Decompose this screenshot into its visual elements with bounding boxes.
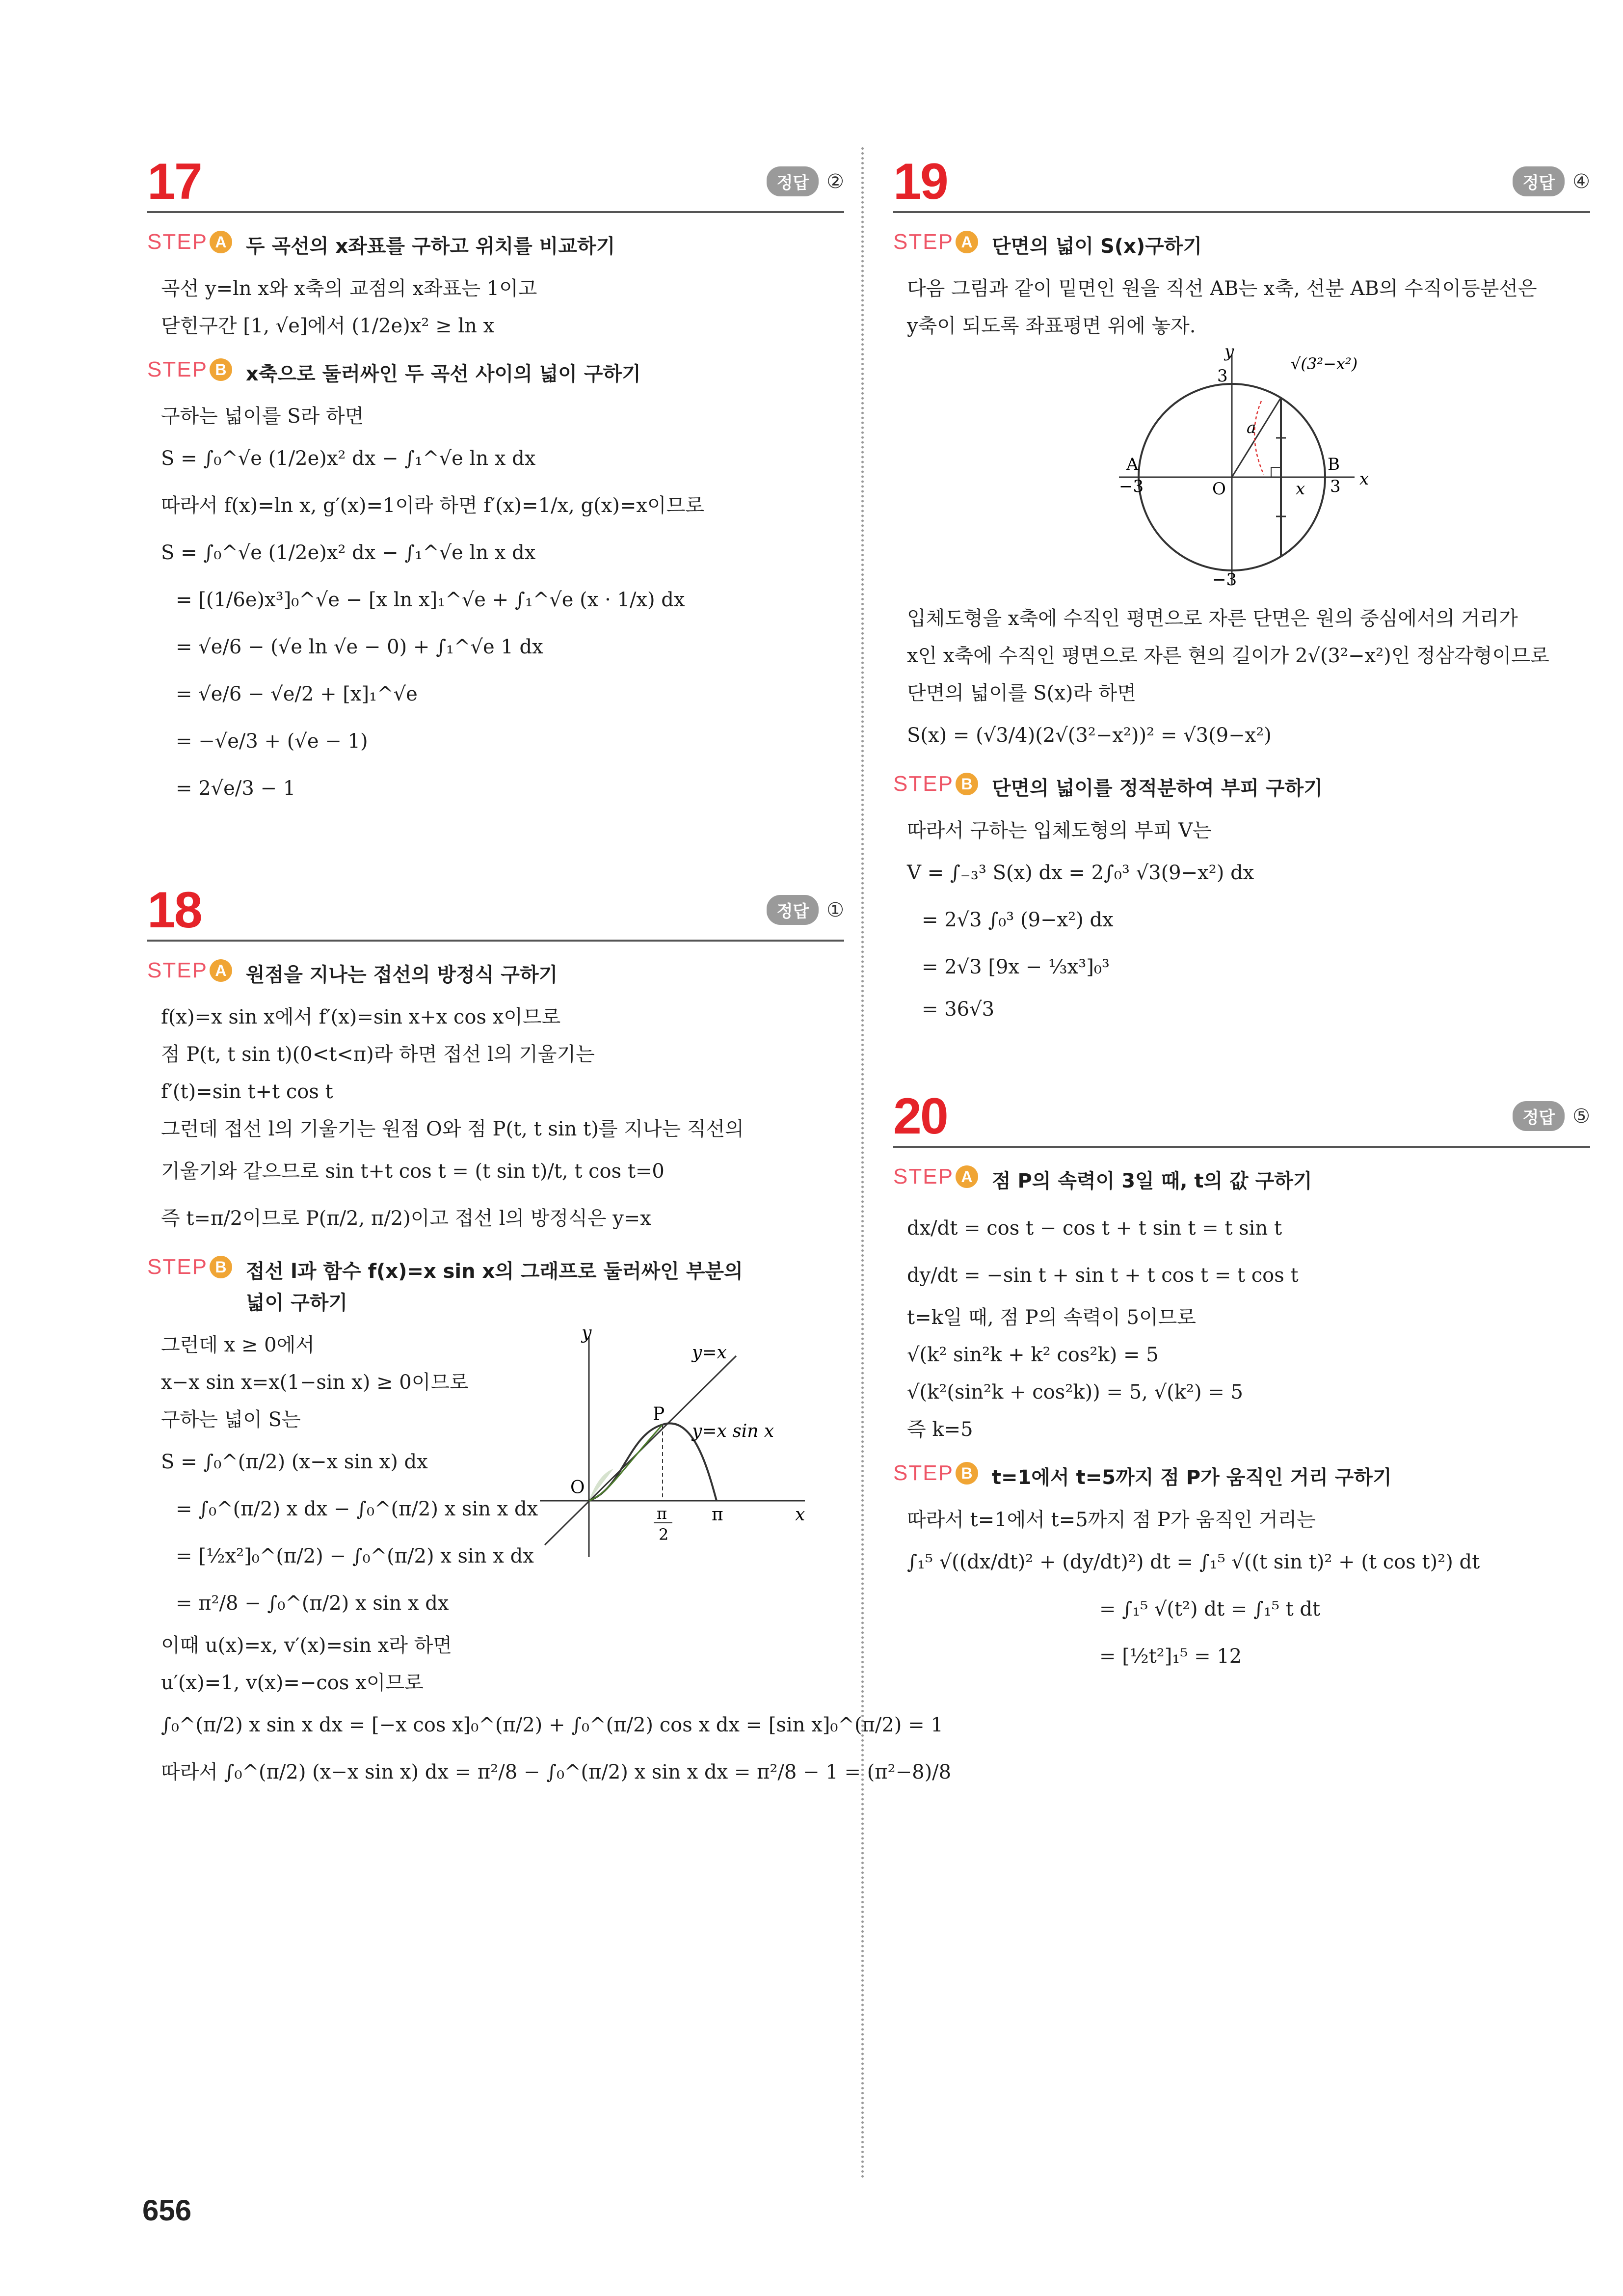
equation-line: = 2√3 ∫₀³ (9−x²) dx bbox=[922, 909, 1114, 931]
equation-line: dx/dt = cos t − cos t + t sin t = t sin t bbox=[907, 1217, 1282, 1240]
problem-header bbox=[893, 137, 1590, 213]
y-label: y bbox=[582, 1326, 592, 1343]
equation-line: = [½t²]₁⁵ = 12 bbox=[1099, 1645, 1242, 1668]
problem-header bbox=[147, 137, 844, 213]
solution-line: 즉 k=5 bbox=[907, 1418, 973, 1441]
origin-label: O bbox=[1212, 479, 1226, 499]
y-label: y bbox=[1224, 345, 1234, 361]
problem-number: 18 bbox=[147, 882, 201, 939]
solution-line: y축이 되도록 좌표평면 위에 놓자. bbox=[907, 315, 1196, 337]
step-title: 원점을 지나는 접선의 방정식 구하기 bbox=[245, 964, 558, 986]
problem-header bbox=[147, 866, 844, 942]
solution-line: f′(t)=sin t+t cos t bbox=[161, 1080, 333, 1103]
equation-line: = [½x²]₀^(π/2) − ∫₀^(π/2) x sin x dx bbox=[176, 1545, 534, 1567]
solution-line: 구하는 넓이를 S라 하면 bbox=[161, 405, 364, 428]
step-a-heading bbox=[893, 1165, 1590, 1197]
solution-line: 곡선 y=ln x와 x축의 교점의 x좌표는 1이고 bbox=[161, 277, 537, 300]
equation-line: = π²/8 − ∫₀^(π/2) x sin x dx bbox=[176, 1592, 449, 1615]
answer-badge: 정답 bbox=[1513, 1101, 1565, 1131]
pi-half-numerator: π bbox=[657, 1504, 667, 1523]
curve-label: y=x sin x bbox=[692, 1421, 774, 1441]
pi-label: π bbox=[712, 1505, 723, 1525]
step-title: x축으로 둘러싸인 두 곡선 사이의 넓이 구하기 bbox=[245, 363, 641, 385]
top-value: 3 bbox=[1217, 366, 1228, 386]
angle-label: a bbox=[1247, 418, 1256, 437]
point-b-value: 3 bbox=[1330, 477, 1341, 496]
page-number: 656 bbox=[142, 2194, 192, 2227]
point-a-label: A bbox=[1126, 455, 1139, 474]
step-title: 접선 l과 함수 f(x)=x sin x의 그래프로 둘러싸인 부분의 넓이 구하기 bbox=[245, 1260, 743, 1314]
solution-line: t=k일 때, 점 P의 속력이 5이므로 bbox=[907, 1306, 1196, 1329]
step-b-heading bbox=[893, 773, 1590, 804]
step-label: STEP A bbox=[147, 958, 232, 983]
solution-line: 구하는 넓이 S는 bbox=[161, 1408, 301, 1431]
step-title: 단면의 넓이를 정적분하여 부피 구하기 bbox=[991, 777, 1323, 800]
answer-badge: 정답 bbox=[1513, 166, 1565, 196]
solution-line: 그런데 x ≥ 0에서 bbox=[161, 1334, 315, 1356]
radius-line bbox=[1232, 398, 1281, 477]
right-angle-mark bbox=[1271, 467, 1281, 477]
solution-line: x−x sin x=x(1−sin x) ≥ 0이므로 bbox=[161, 1371, 469, 1394]
equation-line: = ∫₁⁵ √(t²) dt = ∫₁⁵ t dt bbox=[1099, 1598, 1321, 1621]
equation-line: dy/dt = −sin t + sin t + t cos t = t cos t bbox=[907, 1264, 1299, 1287]
problem-header bbox=[893, 1072, 1590, 1148]
solution-line: 이때 u(x)=x, v′(x)=sin x라 하면 bbox=[161, 1634, 452, 1657]
equation-line: = −√e/3 + (√e − 1) bbox=[176, 730, 368, 753]
step-title: 두 곡선의 x좌표를 구하고 위치를 비교하기 bbox=[245, 235, 615, 258]
step-title: 단면의 넓이 S(x)구하기 bbox=[991, 235, 1202, 258]
circle-figure bbox=[1099, 345, 1590, 600]
step-label: STEP A bbox=[893, 230, 978, 254]
equation-line: = ∫₀^(π/2) x dx − ∫₀^(π/2) x sin x dx bbox=[176, 1498, 538, 1520]
point-b-label: B bbox=[1328, 455, 1340, 474]
column-divider bbox=[861, 147, 864, 2180]
solution-line: 그런데 접선 l의 기울기는 원점 O와 점 P(t, t sin t)를 지나는 직선의 bbox=[161, 1118, 744, 1140]
equation-line: = √e/6 − (√e ln √e − 0) + ∫₁^√e 1 dx bbox=[176, 636, 543, 658]
answer-choice: ② bbox=[826, 170, 844, 193]
problem-number: 20 bbox=[893, 1088, 947, 1145]
chord-length-label: √(3²−x²) bbox=[1291, 354, 1358, 373]
answer-box bbox=[1513, 166, 1590, 196]
step-a-heading bbox=[147, 959, 844, 991]
answer-choice: ① bbox=[826, 898, 844, 921]
solution-line: 기울기와 같으므로 sin t+t cos t = (t sin t)/t, t cos t=0 bbox=[161, 1160, 665, 1183]
solution-line: x인 x축에 수직인 평면으로 자른 현의 길이가 2√(3²−x²)인 정삼각형이므로 bbox=[907, 645, 1549, 667]
step-b-heading bbox=[147, 1256, 844, 1319]
step-label: STEP A bbox=[147, 230, 232, 254]
answer-choice: ④ bbox=[1572, 170, 1590, 193]
step-label: STEP B bbox=[893, 1461, 978, 1486]
equation-line: √(k² sin²k + k² cos²k) = 5 bbox=[907, 1344, 1159, 1366]
equation-line: = 2√3 [9x − ⅓x³]₀³ bbox=[922, 956, 1110, 978]
step-b-heading bbox=[147, 358, 844, 390]
step-label: STEP B bbox=[147, 357, 232, 382]
bottom-value: −3 bbox=[1212, 570, 1237, 590]
step-title: 점 P의 속력이 3일 때, t의 값 구하기 bbox=[991, 1170, 1312, 1192]
equation-line: ∫₁⁵ √((dx/dt)² + (dy/dt)²) dt = ∫₁⁵ √((t sin t)² + (t cos t)²) dt bbox=[907, 1551, 1480, 1573]
solution-line: 따라서 f(x)=ln x, g′(x)=1이라 하면 f′(x)=1/x, g(x)=x이므로 bbox=[161, 494, 704, 517]
solution-line: 따라서 t=1에서 t=5까지 점 P가 움직인 거리는 bbox=[907, 1509, 1316, 1531]
equation-line: = 2√e/3 − 1 bbox=[176, 777, 296, 800]
equation-line: V = ∫₋₃³ S(x) dx = 2∫₀³ √3(9−x²) dx bbox=[907, 862, 1254, 884]
equation-line: = [(1/6e)x³]₀^√e − [x ln x]₁^√e + ∫₁^√e (x · 1/x) dx bbox=[176, 589, 685, 611]
problem-number: 17 bbox=[147, 153, 201, 210]
pi-half-denominator: 2 bbox=[659, 1525, 669, 1544]
problem-17 bbox=[147, 137, 844, 812]
step-label: STEP B bbox=[893, 772, 978, 796]
answer-box bbox=[767, 166, 844, 196]
problem-number: 19 bbox=[893, 153, 947, 210]
right-column bbox=[893, 137, 1590, 1680]
solution-line: 즉 t=π/2이므로 P(π/2, π/2)이고 접선 l의 방정식은 y=x bbox=[161, 1207, 651, 1230]
solution-line: 따라서 구하는 입체도형의 부피 V는 bbox=[907, 819, 1212, 842]
solution-line: u′(x)=1, v(x)=−cos x이므로 bbox=[161, 1672, 424, 1694]
equation-line: S = ∫₀^√e (1/2e)x² dx − ∫₁^√e ln x dx bbox=[161, 541, 536, 564]
origin-label: O bbox=[570, 1478, 585, 1498]
step-label: STEP B bbox=[147, 1255, 232, 1279]
answer-choice: ⑤ bbox=[1572, 1105, 1590, 1128]
solution-line: f(x)=x sin x에서 f′(x)=sin x+x cos x이므로 bbox=[161, 1006, 561, 1028]
point-p-label: P bbox=[653, 1404, 665, 1424]
answer-box bbox=[1513, 1101, 1590, 1131]
graph-xsinx bbox=[530, 1326, 834, 1562]
x-label: x bbox=[795, 1505, 805, 1525]
solution-line: 점 P(t, t sin t)(0<t<π)라 하면 접선 l의 기울기는 bbox=[161, 1043, 595, 1066]
problem-20 bbox=[893, 1072, 1590, 1680]
solution-line: 단면의 넓이를 S(x)라 하면 bbox=[907, 682, 1137, 704]
answer-badge: 정답 bbox=[767, 895, 819, 925]
equation-line: S(x) = (√3/4)(2√(3²−x²))² = √3(9−x²) bbox=[907, 724, 1272, 747]
equation-line: ∫₀^(π/2) x sin x dx = [−x cos x]₀^(π/2) + ∫₀^(π/2) cos x dx = [sin x]₀^(π/2) = 1 bbox=[161, 1714, 943, 1736]
point-a-value: −3 bbox=[1119, 477, 1144, 496]
equation-line: 따라서 ∫₀^(π/2) (x−x sin x) dx = π²/8 − ∫₀^(π/2) x sin x dx = π²/8 − 1 = (π²−8)/8 bbox=[161, 1761, 952, 1783]
equation-line: S = ∫₀^(π/2) (x−x sin x) dx bbox=[161, 1451, 428, 1473]
x-label: x bbox=[1359, 469, 1369, 489]
answer-badge: 정답 bbox=[767, 166, 819, 196]
equation-line: = √e/6 − √e/2 + [x]₁^√e bbox=[176, 683, 418, 705]
x-position-label: x bbox=[1296, 479, 1305, 499]
equation-line: = 36√3 bbox=[922, 998, 995, 1021]
step-a-heading bbox=[147, 231, 844, 262]
answer-box bbox=[767, 895, 844, 925]
solution-line: 다음 그림과 같이 밑면인 원을 직선 AB는 x축, 선분 AB의 수직이등분선은 bbox=[907, 277, 1537, 300]
step-title: t=1에서 t=5까지 점 P가 움직인 거리 구하기 bbox=[991, 1466, 1392, 1489]
solution-line: 입체도형을 x축에 수직인 평면으로 자른 단면은 원의 중심에서의 거리가 bbox=[907, 607, 1518, 630]
equation-line: √(k²(sin²k + cos²k)) = 5, √(k²) = 5 bbox=[907, 1381, 1243, 1404]
line-label: y=x bbox=[692, 1343, 727, 1363]
problem-19 bbox=[893, 137, 1590, 1028]
step-b-heading bbox=[893, 1462, 1590, 1493]
step-label: STEP A bbox=[893, 1164, 978, 1189]
equation-line: S = ∫₀^√e (1/2e)x² dx − ∫₁^√e ln x dx bbox=[161, 447, 536, 470]
solution-line: 닫힌구간 [1, √e]에서 (1/2e)x² ≥ ln x bbox=[161, 315, 495, 337]
step-a-heading bbox=[893, 231, 1590, 262]
